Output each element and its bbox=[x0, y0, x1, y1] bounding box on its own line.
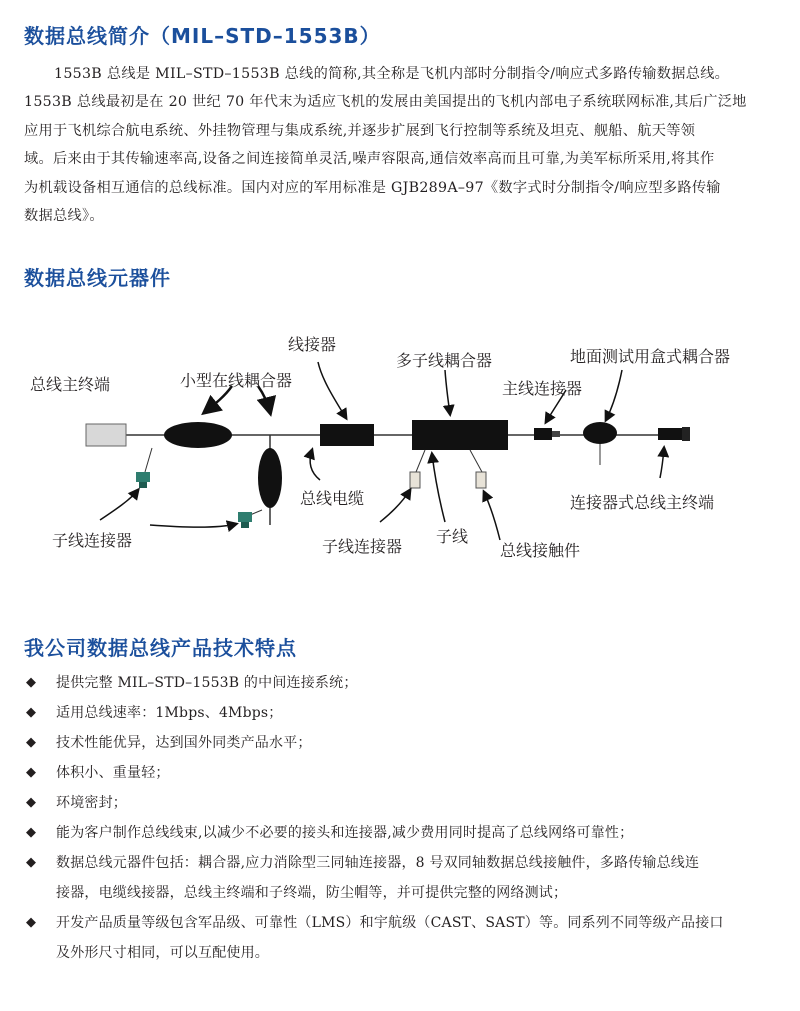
feature-item: ◆ 体积小、重量轻； bbox=[24, 758, 794, 788]
diamond-bullet-icon: ◆ bbox=[26, 705, 37, 720]
stub-connector-shape bbox=[136, 472, 150, 482]
diamond-bullet-icon: ◆ bbox=[26, 825, 37, 840]
feature-item: ◆ 环境密封； bbox=[24, 788, 794, 818]
label-main-terminator: 总线主终端 bbox=[30, 375, 111, 394]
label-main-connector: 主线连接器 bbox=[502, 379, 583, 398]
diamond-bullet-icon: ◆ bbox=[26, 735, 37, 750]
label-ground-test-coupler: 地面测试用盒式耦合器 bbox=[570, 347, 731, 366]
intro-line: 应用于飞机综合航电系统、外挂物管理与集成系统,并逐步扩展到飞行控制等系统及坦克、舰船、航天等领 bbox=[24, 122, 696, 139]
feature-item: ◆ 能为客户制作总线线束,以减少不必要的接头和连接器,减少费用同时提高了总线网络可靠性； bbox=[24, 818, 794, 848]
diamond-bullet-icon: ◆ bbox=[26, 915, 37, 930]
label-stub: 子线 bbox=[436, 527, 469, 546]
features-list bbox=[24, 668, 794, 968]
label-connector-terminator: 连接器式总线主终端 bbox=[570, 493, 715, 512]
label-small-coupler: 小型在线耦合器 bbox=[180, 371, 293, 390]
main-terminator-shape bbox=[86, 424, 126, 446]
bus-components-diagram bbox=[0, 300, 800, 600]
small-coupler-shape bbox=[164, 422, 232, 448]
multi-coupler-shape bbox=[412, 420, 508, 450]
ground-test-coupler-shape bbox=[583, 422, 617, 444]
feature-item: ◆ 数据总线元器件包括：耦合器,应力消除型三同轴连接器，8 号双同轴数据总线接触件，多路传输总线连 接器，电缆线接器，总线主终端和子终端，防尘帽等，并可提供完整的网络测试； bbox=[24, 848, 794, 908]
intro-paragraph bbox=[24, 60, 784, 230]
features-title: 我公司数据总线产品技术特点 bbox=[24, 636, 297, 660]
feature-item: ◆ 开发产品质量等级包含军品级、可靠性（LMS）和宇航级（CAST、SAST）等。同系列不同等级产品接口 及外形尺寸相同，可以互配使用。 bbox=[24, 908, 794, 968]
diamond-bullet-icon: ◆ bbox=[26, 765, 37, 780]
label-stub-connector-left: 子线连接器 bbox=[52, 531, 133, 550]
main-connector-shape bbox=[534, 428, 552, 440]
line-connector-shape bbox=[320, 424, 374, 446]
intro-line: 1553B 总线最初是在 20 世纪 70 年代末为适应飞机的发展由美国提出的飞机内部电子系统联网标准,其后广泛地 bbox=[24, 94, 747, 111]
label-multi-coupler: 多子线耦合器 bbox=[396, 351, 493, 370]
intro-line: 为机载设备相互通信的总线标准。国内对应的军用标准是 GJB289A–97《数字式时分制指令/响应型多路传输 bbox=[24, 179, 721, 196]
stub-connector-shape bbox=[238, 512, 252, 522]
intro-title: 数据总线简介（MIL–STD–1553B） bbox=[24, 24, 381, 48]
diamond-bullet-icon: ◆ bbox=[26, 675, 37, 690]
intro-line: 域。后来由于其传输速率高,设备之间连接简单灵活,噪声容限高,通信效率高而且可靠,为美军标所采用,将其作 bbox=[24, 151, 715, 168]
diamond-bullet-icon: ◆ bbox=[26, 855, 37, 870]
label-bus-contact: 总线接触件 bbox=[500, 541, 581, 560]
feature-item: ◆ 技术性能优异，达到国外同类产品水平； bbox=[24, 728, 794, 758]
label-stub-connector-mid: 子线连接器 bbox=[322, 537, 403, 556]
components-title: 数据总线元器件 bbox=[24, 266, 171, 290]
feature-item: ◆ 适用总线速率：1Mbps、4Mbps； bbox=[24, 698, 794, 728]
label-line-connector: 线接器 bbox=[288, 335, 337, 354]
diamond-bullet-icon: ◆ bbox=[26, 795, 37, 810]
intro-line: 数据总线》。 bbox=[24, 208, 104, 225]
label-bus-cable: 总线电缆 bbox=[300, 489, 365, 508]
connector-terminator-shape bbox=[658, 428, 682, 440]
vertical-coupler-shape bbox=[258, 448, 282, 508]
intro-line: 1553B 总线是 MIL–STD–1553B 总线的简称,其全称是飞机内部时分制指令/响应式多路传输数据总线。 bbox=[54, 66, 730, 82]
feature-item: ◆ 提供完整 MIL–STD–1553B 的中间连接系统； bbox=[24, 668, 794, 698]
